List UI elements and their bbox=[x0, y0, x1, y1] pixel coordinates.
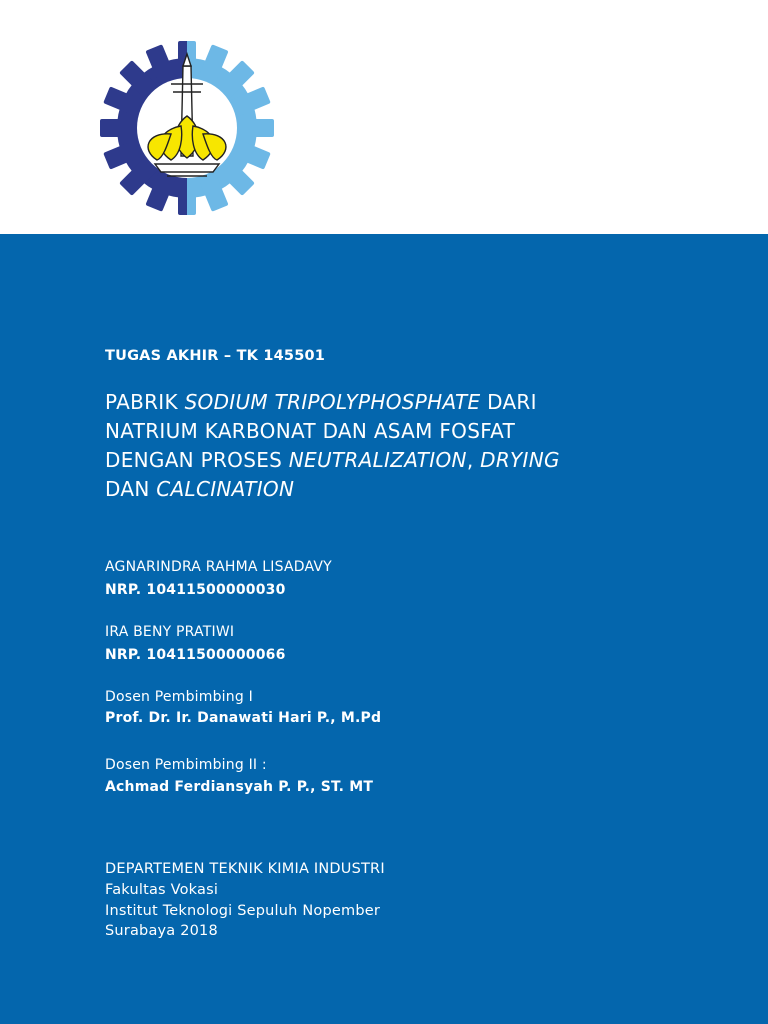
title-italic-text: NEUTRALIZATION bbox=[288, 448, 467, 472]
title-line-1 bbox=[105, 388, 560, 417]
student-2-nrp: NRP. 10411500000066 bbox=[105, 647, 286, 663]
advisor-1-name: Prof. Dr. Ir. Danawati Hari P., M.Pd bbox=[105, 710, 382, 726]
header-area bbox=[0, 0, 768, 234]
title-italic-text: CALCINATION bbox=[156, 477, 295, 501]
title-text: NATRIUM KARBONAT DAN ASAM FOSFAT bbox=[105, 419, 516, 443]
advisor-2-label: Dosen Pembimbing II : bbox=[105, 757, 267, 773]
advisor-1-label: Dosen Pembimbing I bbox=[105, 689, 253, 705]
title-line-3 bbox=[105, 446, 560, 475]
title-italic-text: SODIUM TRIPOLYPHOSPHATE bbox=[184, 390, 481, 414]
title-text: , bbox=[466, 448, 481, 472]
faculty: Fakultas Vokasi bbox=[105, 882, 219, 898]
course-code: TUGAS AKHIR – TK 145501 bbox=[105, 348, 326, 364]
cover-blue-panel bbox=[0, 234, 768, 1024]
department: DEPARTEMEN TEKNIK KIMIA INDUSTRI bbox=[105, 861, 385, 877]
title-text: DARI bbox=[480, 390, 537, 414]
university: Institut Teknologi Sepuluh Nopember bbox=[105, 903, 381, 919]
title-line-4 bbox=[105, 475, 560, 504]
student-2-name: IRA BENY PRATIWI bbox=[105, 624, 235, 640]
its-gear-lotus-logo-icon bbox=[93, 40, 281, 216]
title-italic-text: DRYING bbox=[480, 448, 560, 472]
student-1-name: AGNARINDRA RAHMA LISADAVY bbox=[105, 559, 332, 575]
advisor-2-name: Achmad Ferdiansyah P. P., ST. MT bbox=[105, 779, 374, 795]
title-line-2 bbox=[105, 417, 560, 446]
thesis-title bbox=[105, 388, 560, 504]
title-text: DENGAN PROSES bbox=[105, 448, 289, 472]
student-1-nrp: NRP. 10411500000030 bbox=[105, 582, 286, 598]
title-text: DAN bbox=[105, 477, 157, 501]
place-year: Surabaya 2018 bbox=[105, 923, 218, 939]
title-text: PABRIK bbox=[105, 390, 185, 414]
